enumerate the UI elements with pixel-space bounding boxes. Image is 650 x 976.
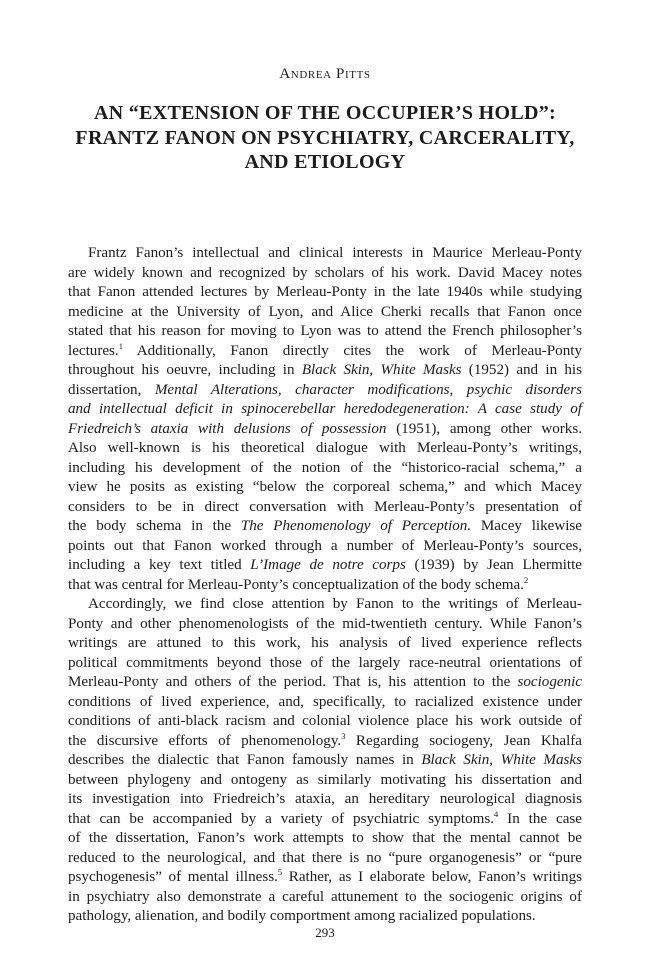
text-run: view he posits as existing “below the corporeal schema,” and which Macey (68, 479, 582, 495)
text-run: pathology, alienation, and bodily comportment among racialized populations. (68, 908, 536, 924)
text-run: medicine at the University of Lyon, and Alice Cherki recalls that Fanon once (68, 303, 582, 320)
text-line (68, 907, 582, 927)
italic-text: Black Skin, White Masks (421, 752, 583, 768)
text-line (68, 868, 582, 888)
text-line (68, 615, 582, 635)
text-run: (1952) and in his (461, 362, 583, 378)
text-line (68, 517, 582, 537)
text-line (68, 537, 582, 557)
text-run: reduced to the neurological, and that there is no “pure organogenesis” or “pure (68, 849, 582, 866)
footnote-ref: 2 (524, 574, 529, 585)
text-run: dissertation, (68, 381, 155, 398)
title-line: FRANTZ FANON ON PSYCHIATRY, CARCERALITY, (75, 126, 575, 149)
footnote-ref: 4 (494, 808, 499, 819)
text-line (68, 283, 582, 303)
text-run: between phylogeny and ontogeny as similarly motivating his dissertation and (68, 771, 582, 788)
text-line (68, 849, 582, 869)
text-run: conditions of lived experience, and, specifically, to racialized existence under (68, 693, 582, 710)
text-line (68, 810, 582, 830)
text-run: that was central for Merleau-Ponty’s conceptualization of the body schema. (68, 576, 525, 593)
text-run: lectures. (68, 342, 119, 359)
text-line (68, 303, 582, 323)
italic-text: Friedreich’s ataxia with delusions of possession (68, 420, 387, 437)
text-line (68, 361, 582, 381)
text-run: including his development of the notion of the “historico-racial schema,” a (68, 459, 582, 476)
text-run: Frantz Fanon’s intellectual and clinical interests in Maurice Merleau-Ponty (88, 245, 582, 261)
italic-text: sociogenic (517, 674, 582, 690)
text-run: of the dissertation, Fanon’s work attempts to show that the mental cannot be (68, 830, 582, 846)
text-line (68, 459, 582, 479)
text-run: Also well-known is his theoretical dialogue with Merleau-Ponty’s writings, (68, 440, 582, 456)
text-line (68, 498, 582, 518)
text-line (68, 576, 582, 596)
text-run: (1939) by Jean Lhermitte (405, 557, 582, 573)
text-line (68, 829, 582, 849)
text-line (68, 888, 582, 908)
footnote-ref: 5 (277, 867, 283, 877)
text-run: psychogenesis” of mental illness. (68, 869, 278, 885)
body-text (68, 244, 582, 927)
text-line (68, 342, 582, 362)
text-line (68, 654, 582, 674)
footnote-ref: 3 (341, 730, 346, 741)
italic-text: The Phenomenology of Perception. (240, 518, 472, 534)
italic-text: Mental Alterations, character modifications, psychic disorders (154, 381, 582, 398)
text-line (68, 264, 582, 284)
text-line (68, 556, 582, 576)
text-line (68, 693, 582, 713)
text-run: throughout his oeuvre, including in (68, 362, 302, 378)
text-run: stated that his reason for moving to Lyon was to attend the French philosopher’s (68, 323, 582, 339)
chapter-title (60, 101, 590, 175)
text-run: describes the dialectic that Fanon famously names in (68, 752, 422, 768)
text-run: considers to be in direct conversation with Merleau-Ponty’s presentation of (68, 498, 582, 515)
text-line (68, 420, 582, 440)
text-line (68, 322, 582, 342)
text-run: the body schema in the (68, 518, 241, 534)
text-line (68, 478, 582, 498)
title-line: AND ETIOLOGY (244, 151, 406, 173)
text-run: Macey likewise (471, 518, 583, 534)
text-run: the discursive efforts of phenomenology. (68, 732, 342, 749)
text-run: that Fanon attended lectures by Merleau-Ponty in the late 1940s while studying (68, 284, 582, 300)
text-run: Rather, as I elaborate below, Fanon’s writings (282, 869, 582, 885)
italic-text: L’Image de notre corps (250, 557, 406, 573)
text-run: are widely known and recognized by scholars of his work. David Macey notes (68, 264, 582, 281)
text-line (68, 634, 582, 654)
text-line (68, 381, 582, 401)
text-line (68, 673, 582, 693)
footnote-ref: 1 (118, 340, 123, 351)
text-run: Ponty and other phenomenologists of the mid-twentieth century. While Fanon’s (68, 615, 582, 632)
italic-text: Black Skin, White Masks (301, 362, 462, 378)
text-line (68, 751, 582, 771)
text-run: Merleau-Ponty and others of the period. That is, his attention to the (68, 674, 518, 690)
text-line (68, 732, 582, 752)
page-number: 293 (315, 925, 335, 940)
italic-text: and intellectual deficit in spinocerebellar heredodegeneration: A case study of (68, 401, 582, 417)
text-run: Additionally, Fanon directly cites the work of Merleau-Ponty (122, 342, 582, 359)
text-line (68, 771, 582, 791)
text-line (68, 790, 582, 810)
text-line (68, 595, 582, 615)
text-run: political commitments beyond those of the largely race-neutral orientations of (68, 654, 582, 671)
text-run: in psychiatry also demonstrate a careful attunement to the sociogenic origins of (68, 888, 582, 905)
text-run: points out that Fanon worked through a number of Merleau-Ponty’s sources, (68, 537, 582, 554)
text-run: conditions of anti-black racism and colonial violence place his work outside of (68, 713, 582, 729)
text-run: that can be accompanied by a variety of psychiatric symptoms. (68, 810, 495, 827)
text-line (68, 400, 582, 420)
text-run: In the case (498, 810, 582, 827)
title-line: AN “EXTENSION OF THE OCCUPIER’S HOLD”: (93, 102, 556, 124)
text-line (68, 712, 582, 732)
text-run: (1951), among other works. (386, 420, 583, 437)
text-run: writings are attuned to this work, his analysis of lived experience reflects (68, 635, 582, 651)
text-run: Accordingly, we find close attention by Fanon to the writings of Merleau- (88, 596, 582, 612)
chapter-author: Andrea Pitts (279, 66, 371, 82)
text-run: its investigation into Friedreich’s ataxia, an hereditary neurological diagnosis (68, 791, 582, 807)
text-line (68, 244, 582, 264)
text-run: including a key text titled (68, 557, 251, 573)
text-line (68, 439, 582, 459)
text-run: Regarding sociogeny, Jean Khalfa (345, 732, 582, 749)
